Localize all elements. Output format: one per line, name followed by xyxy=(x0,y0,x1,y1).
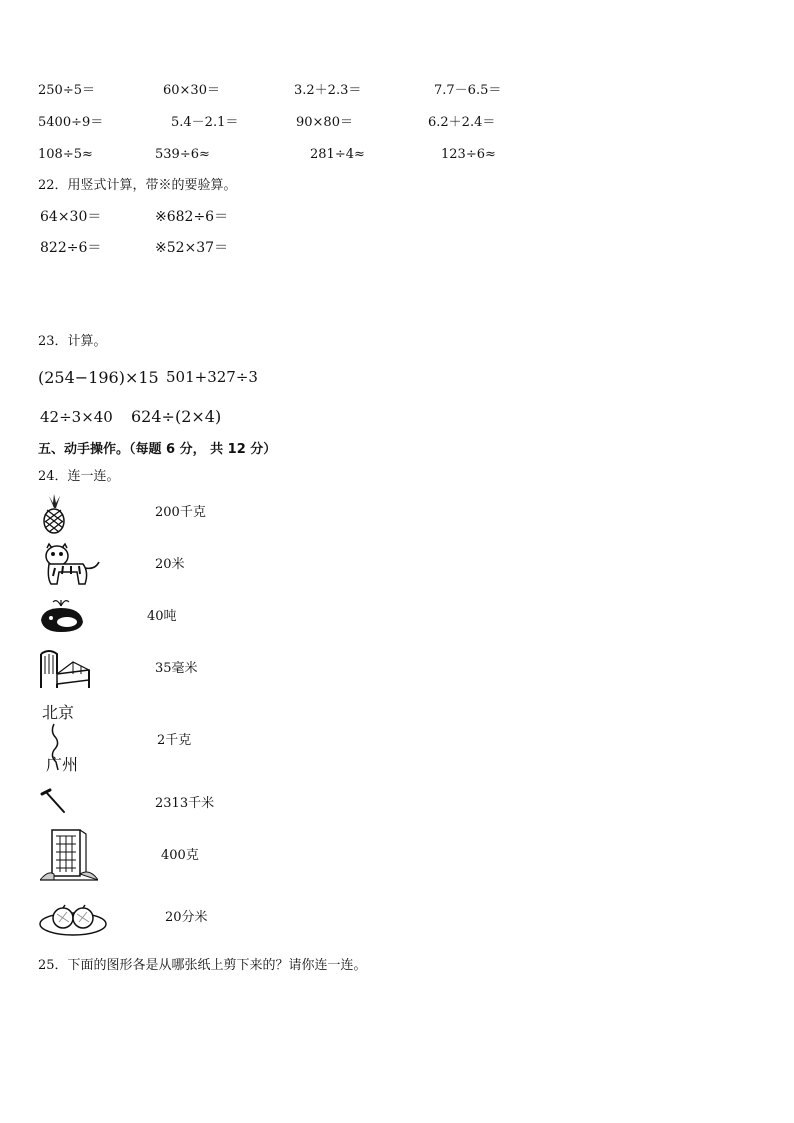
expression-item: 501+327÷3 xyxy=(166,368,258,386)
vertical-calc-item: ※682÷6＝ xyxy=(155,209,229,225)
nail-icon xyxy=(40,788,68,816)
vertical-calc-item: 64×30＝ xyxy=(40,209,102,225)
match-label: 40吨 xyxy=(147,609,177,624)
question-23-title: 23．计算。 xyxy=(38,334,107,349)
whale-icon xyxy=(37,598,85,636)
question-24-title: 24．连一连。 xyxy=(38,469,120,484)
vertical-calc-item: ※52×37＝ xyxy=(155,240,229,256)
building-icon xyxy=(40,826,98,882)
oral-calc-item: 6.2＋2.4＝ xyxy=(428,115,496,130)
match-label: 35毫米 xyxy=(155,661,198,676)
expression-item: 42÷3×40 xyxy=(40,408,113,426)
match-label: 2313千米 xyxy=(155,796,215,811)
vertical-calc-item: 822÷6＝ xyxy=(40,240,102,256)
oral-calc-item: 5.4－2.1＝ xyxy=(171,115,239,130)
oral-calc-item: 123÷6≈ xyxy=(441,147,496,162)
section-5-title: 五、动手操作。（每题 6 分， 共 12 分） xyxy=(38,442,277,457)
oral-calc-item: 60×30＝ xyxy=(163,83,220,98)
oranges-plate-icon xyxy=(37,898,109,938)
oral-calc-item: 539÷6≈ xyxy=(155,147,210,162)
oral-calc-item: 250÷5＝ xyxy=(38,83,95,98)
oral-calc-item: 3.2＋2.3＝ xyxy=(294,83,362,98)
question-22-title: 22．用竖式计算，带※的要验算。 xyxy=(38,178,237,193)
oral-calc-item: 281÷4≈ xyxy=(310,147,365,162)
city-beijing-label: 北京 xyxy=(42,703,75,722)
bed-icon xyxy=(37,644,93,690)
match-label: 200千克 xyxy=(155,505,206,520)
city-guangzhou-label: 广州 xyxy=(46,755,79,774)
match-label: 20分米 xyxy=(165,910,208,925)
tiger-icon xyxy=(37,542,103,588)
match-label: 400克 xyxy=(161,848,199,863)
match-label: 20米 xyxy=(155,557,185,572)
oral-calc-item: 7.7－6.5＝ xyxy=(434,83,502,98)
oral-calc-item: 5400÷9＝ xyxy=(38,115,104,130)
question-25-title: 25．下面的图形各是从哪张纸上剪下来的？请你连一连。 xyxy=(38,958,367,973)
expression-item: 624÷(2×4) xyxy=(131,407,222,426)
expression-item: (254−196)×15 xyxy=(38,368,159,387)
oral-calc-item: 90×80＝ xyxy=(296,115,353,130)
match-label: 2千克 xyxy=(157,733,192,748)
oral-calc-item: 108÷5≈ xyxy=(38,147,93,162)
pineapple-icon xyxy=(37,494,71,534)
